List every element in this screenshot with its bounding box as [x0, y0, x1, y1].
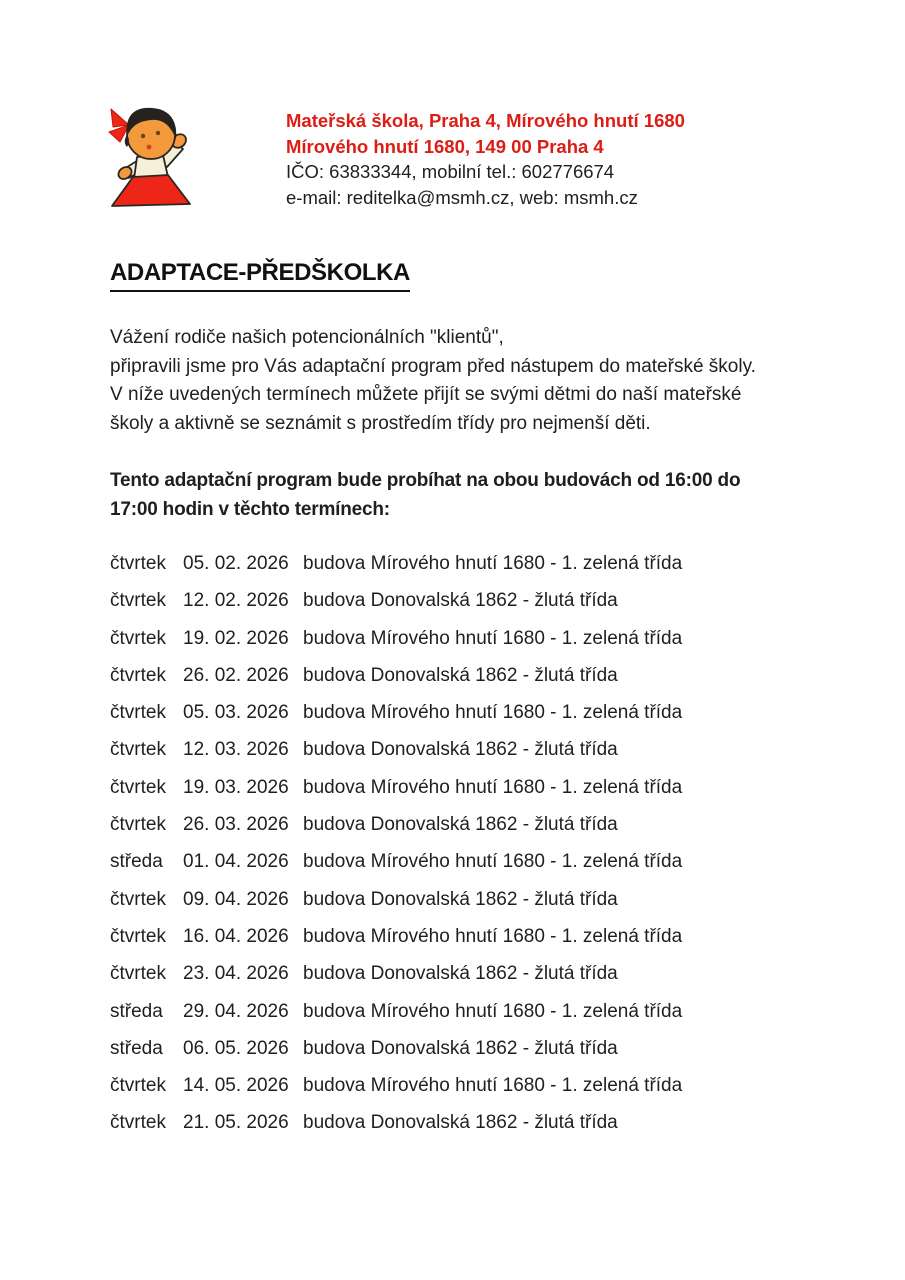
day-cell: čtvrtek	[110, 664, 166, 686]
schedule-row	[110, 664, 682, 701]
schedule-row	[110, 1111, 682, 1148]
date-cell: 12. 02. 2026	[183, 590, 289, 612]
location-cell: budova Donovalská 1862 - žlutá třída	[303, 888, 618, 910]
date-cell: 01. 04. 2026	[183, 851, 289, 873]
schedule-heading-line: 17:00 hodin v těchto termínech:	[110, 499, 390, 520]
letterhead-ico-phone: IČO: 63833344, mobilní tel.: 602776674	[286, 161, 615, 182]
location-cell: budova Mírového hnutí 1680 - 1. zelená třída	[303, 851, 683, 873]
intro-line: V níže uvedených termínech můžete přijít se svými dětmi do naší mateřské	[110, 384, 742, 405]
date-cell: 23. 04. 2026	[183, 963, 289, 985]
location-cell: budova Donovalská 1862 - žlutá třída	[303, 1112, 618, 1134]
day-cell: středa	[110, 1000, 163, 1022]
day-cell: čtvrtek	[110, 888, 166, 910]
day-cell: čtvrtek	[110, 1112, 166, 1134]
location-cell: budova Mírového hnutí 1680 - 1. zelená třída	[303, 553, 683, 574]
date-cell: 26. 02. 2026	[183, 664, 289, 686]
day-cell: čtvrtek	[110, 963, 166, 985]
date-cell: 16. 04. 2026	[183, 925, 289, 947]
schedule-row	[110, 701, 682, 738]
date-cell: 29. 04. 2026	[183, 1000, 289, 1022]
location-cell: budova Mírového hnutí 1680 - 1. zelená třída	[303, 776, 683, 798]
schedule-heading	[110, 466, 740, 524]
date-cell: 09. 04. 2026	[183, 888, 289, 910]
date-cell: 14. 05. 2026	[183, 1075, 289, 1097]
date-cell: 12. 03. 2026	[183, 739, 289, 761]
schedule-row	[110, 627, 682, 664]
schedule-row	[110, 589, 682, 626]
schedule-row	[110, 552, 682, 589]
day-cell: čtvrtek	[110, 702, 166, 724]
day-cell: čtvrtek	[110, 1075, 166, 1097]
schedule-row	[110, 738, 682, 775]
day-cell: středa	[110, 851, 163, 873]
date-cell: 05. 03. 2026	[183, 702, 289, 724]
date-cell: 21. 05. 2026	[183, 1112, 289, 1134]
location-cell: budova Donovalská 1862 - žlutá třída	[303, 1037, 618, 1059]
schedule-row	[110, 1074, 682, 1111]
day-cell: čtvrtek	[110, 590, 166, 612]
date-cell: 19. 03. 2026	[183, 776, 289, 798]
intro-line: Vážení rodiče našich potencionálních "klientů",	[110, 327, 504, 348]
location-cell: budova Mírového hnutí 1680 - 1. zelená třída	[303, 1000, 683, 1022]
location-cell: budova Donovalská 1862 - žlutá třída	[303, 814, 618, 836]
day-cell: čtvrtek	[110, 814, 166, 836]
intro-line: školy a aktivně se seznámit s prostředím třídy pro nejmenší děti.	[110, 412, 651, 434]
letterhead-address: Mírového hnutí 1680, 149 00 Praha 4	[286, 135, 604, 157]
intro-paragraph	[110, 324, 756, 438]
day-cell: čtvrtek	[110, 776, 166, 798]
schedule-row	[110, 1000, 682, 1037]
schedule-row	[110, 813, 682, 850]
letterhead	[286, 108, 685, 210]
letterhead-email-web: e-mail: reditelka@msmh.cz, web: msmh.cz	[286, 186, 638, 208]
school-logo	[100, 99, 200, 211]
page-title: ADAPTACE-PŘEDŠKOLKA	[110, 259, 410, 292]
date-cell: 26. 03. 2026	[183, 814, 289, 836]
girl-figure-icon	[100, 99, 200, 211]
schedule-row	[110, 925, 682, 962]
date-cell: 05. 02. 2026	[183, 553, 289, 574]
schedule-row	[110, 1037, 682, 1074]
location-cell: budova Donovalská 1862 - žlutá třída	[303, 739, 618, 761]
schedule-row	[110, 888, 682, 925]
schedule-row	[110, 850, 682, 887]
location-cell: budova Mírového hnutí 1680 - 1. zelená třída	[303, 627, 683, 649]
letterhead-school-name: Mateřská škola, Praha 4, Mírového hnutí 1680	[286, 110, 685, 131]
schedule-heading-line: Tento adaptační program bude probíhat na obou budovách od 16:00 do	[110, 470, 741, 491]
schedule-list	[110, 552, 682, 1149]
day-cell: středa	[110, 1037, 163, 1059]
location-cell: budova Mírového hnutí 1680 - 1. zelená třída	[303, 702, 683, 724]
day-cell: čtvrtek	[110, 627, 166, 649]
schedule-row	[110, 776, 682, 813]
intro-line: připravili jsme pro Vás adaptační program před nástupem do mateřské školy.	[110, 355, 756, 377]
day-cell: čtvrtek	[110, 553, 166, 574]
date-cell: 19. 02. 2026	[183, 627, 289, 649]
location-cell: budova Mírového hnutí 1680 - 1. zelená třída	[303, 925, 683, 947]
date-cell: 06. 05. 2026	[183, 1037, 289, 1059]
location-cell: budova Mírového hnutí 1680 - 1. zelená třída	[303, 1075, 683, 1097]
location-cell: budova Donovalská 1862 - žlutá třída	[303, 664, 618, 686]
day-cell: čtvrtek	[110, 739, 166, 761]
location-cell: budova Donovalská 1862 - žlutá třída	[303, 590, 618, 612]
schedule-row	[110, 962, 682, 999]
location-cell: budova Donovalská 1862 - žlutá třída	[303, 963, 618, 985]
day-cell: čtvrtek	[110, 925, 166, 947]
